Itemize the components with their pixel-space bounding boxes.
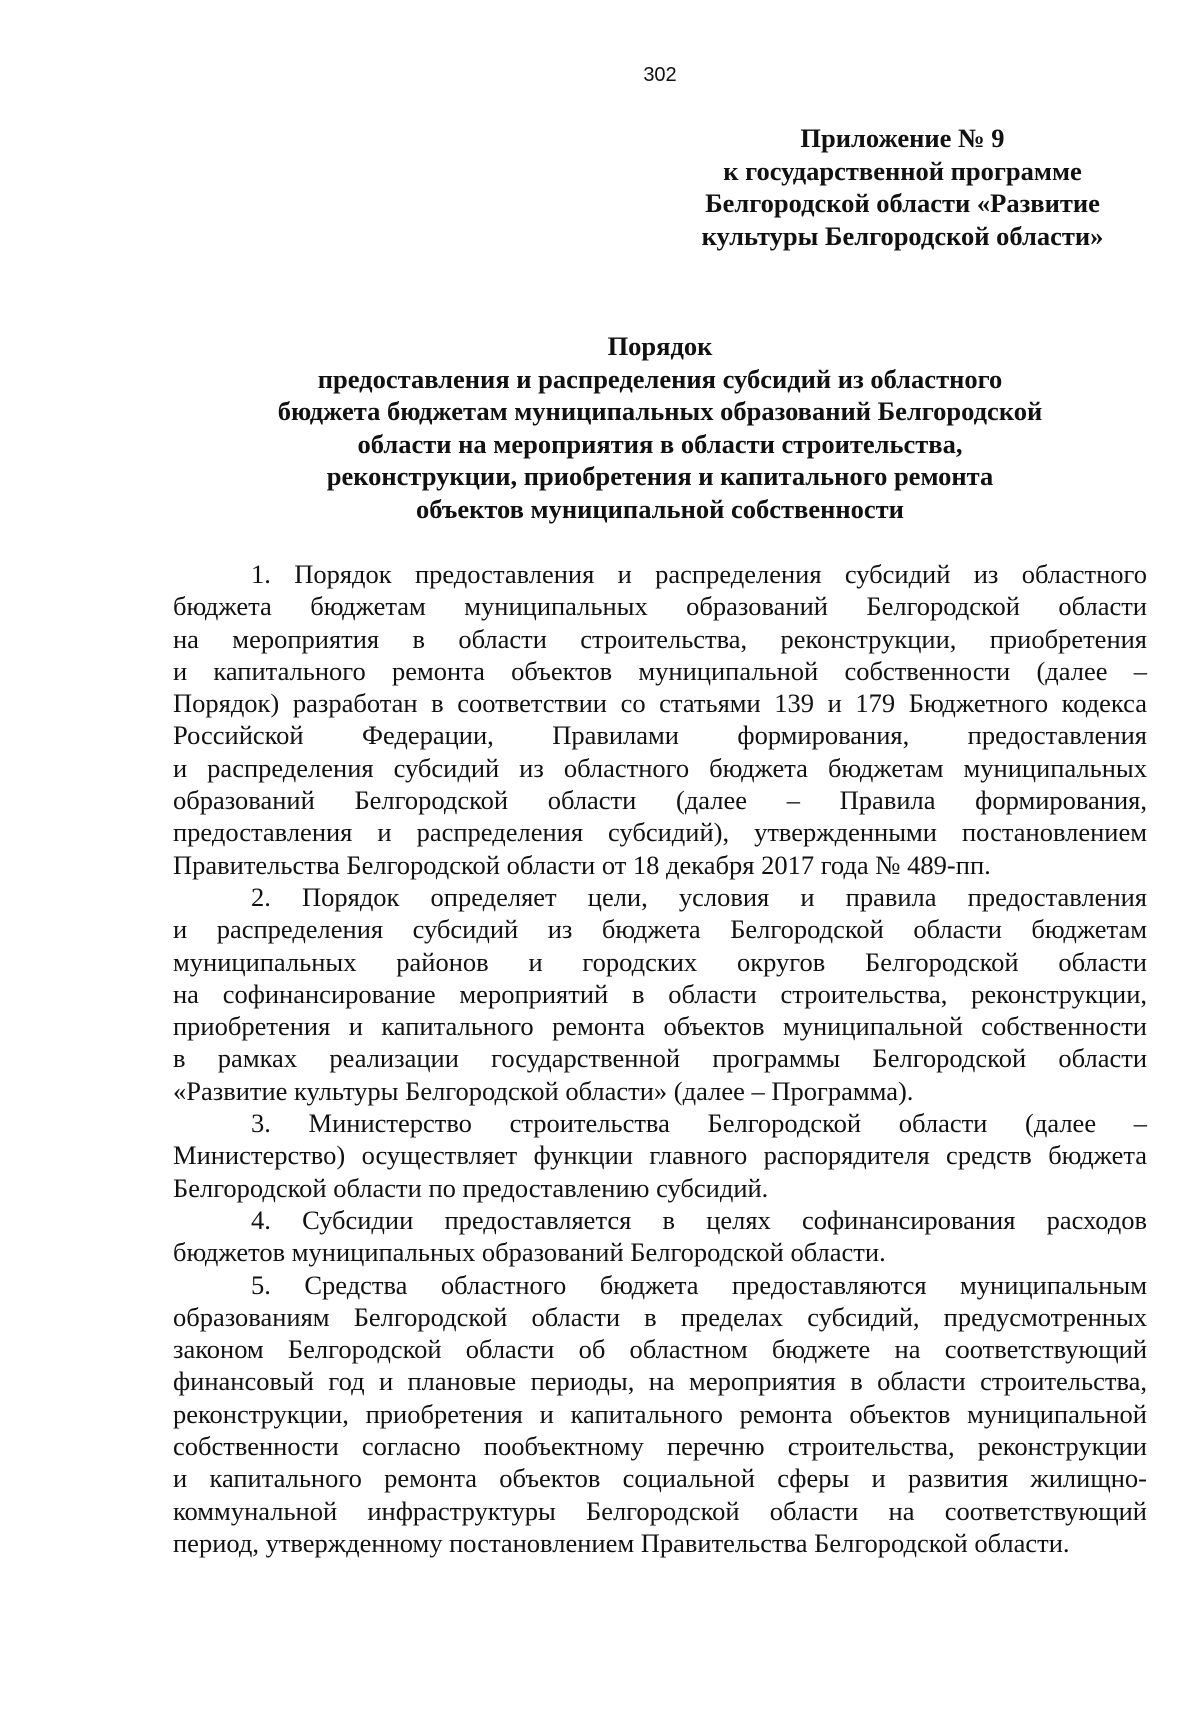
paragraph-line: Белгородской области по предоставлению субсидий. xyxy=(173,1172,769,1203)
paragraph-line: и распределения субсидий из областного бюджета бюджетам муниципальных xyxy=(173,752,1147,783)
paragraph-line: приобретения и капитального ремонта объектов муниципальной собственности xyxy=(173,1011,1147,1042)
paragraph-line: 1. Порядок предоставления и распределения субсидий из областного xyxy=(251,559,1147,589)
page-number: 302 xyxy=(643,64,677,86)
title-line: реконструкции, приобретения и капитального ремонта xyxy=(326,461,994,491)
paragraph-line: муниципальных районов и городских округов Белгородской области xyxy=(173,946,1147,977)
paragraph-line: предоставления и распределения субсидий), утвержденными постановлением xyxy=(173,817,1147,848)
paragraph-line: законом Белгородской области об областном бюджете на соответствующий xyxy=(173,1334,1147,1365)
paragraph-line: и распределения субсидий из бюджета Белгородской области бюджетам xyxy=(173,914,1147,945)
paragraph-line: 4. Субсидии предоставляется в целях софинансирования расходов xyxy=(251,1204,1147,1235)
paragraph-line: коммунальной инфраструктуры Белгородской области на соответствующий xyxy=(173,1495,1147,1526)
paragraph-line: Порядок) разработан в соответствии со статьями 139 и 179 Бюджетного кодекса xyxy=(173,688,1147,719)
paragraph-line: финансовый год и плановые периоды, на мероприятия в области строительства, xyxy=(173,1366,1147,1397)
paragraph-line: 3. Министерство строительства Белгородской области (далее – xyxy=(251,1108,1147,1139)
appendix-line: культуры Белгородской области» xyxy=(701,220,1104,251)
title-line: области на мероприятия в области строительства, xyxy=(357,428,963,459)
paragraph-line: реконструкции, приобретения и капитального ремонта объектов муниципальной xyxy=(173,1398,1147,1429)
document-body xyxy=(173,558,1147,1559)
paragraph-5 xyxy=(173,1269,1147,1560)
appendix-line: к государственной программе xyxy=(723,155,1082,186)
paragraph-line: образованиям Белгородской области в пределах субсидий, предусмотренных xyxy=(173,1301,1147,1332)
paragraph-2 xyxy=(173,881,1147,1107)
title-line: объектов муниципальной собственности xyxy=(416,493,904,524)
paragraph-line: на мероприятия в области строительства, реконструкции, приобретения xyxy=(173,623,1147,654)
paragraph-line: бюджетов муниципальных образований Белгородской области. xyxy=(173,1237,886,1268)
paragraph-line: бюджета бюджетам муниципальных образований Белгородской области xyxy=(173,591,1147,622)
paragraph-3 xyxy=(173,1107,1147,1204)
document-title xyxy=(170,330,1150,525)
paragraph-line: период, утвержденному постановлением Правительства Белгородской области. xyxy=(173,1527,1070,1558)
paragraph-line: образований Белгородской области (далее – Правила формирования, xyxy=(173,785,1147,816)
appendix-line: Белгородской области «Развитие xyxy=(705,188,1100,218)
paragraph-line: на софинансирование мероприятий в области строительства, реконструкции, xyxy=(173,978,1147,1009)
paragraph-line: Российской Федерации, Правилами формирования, предоставления xyxy=(173,720,1147,751)
paragraph-line: Правительства Белгородской области от 18 декабря 2017 года № 489-пп. xyxy=(173,849,991,880)
paragraph-line: «Развитие культуры Белгородской области» (далее – Программа). xyxy=(173,1075,914,1106)
paragraph-4 xyxy=(173,1204,1147,1269)
paragraph-line: и капитального ремонта объектов социальной сферы и развития жилищно- xyxy=(173,1463,1147,1494)
title-line: Порядок xyxy=(607,331,713,361)
title-line: бюджета бюджетам муниципальных образований Белгородской xyxy=(277,396,1043,426)
paragraph-line: собственности согласно пообъектному перечню строительства, реконструкции xyxy=(173,1431,1147,1462)
paragraph-line: в рамках реализации государственной программы Белгородской области xyxy=(173,1043,1147,1074)
paragraph-1 xyxy=(173,558,1147,881)
paragraph-line: 5. Средства областного бюджета предоставляются муниципальным xyxy=(251,1269,1147,1300)
appendix-line: Приложение № 9 xyxy=(800,123,1005,153)
paragraph-line: 2. Порядок определяет цели, условия и правила предоставления xyxy=(251,881,1147,912)
paragraph-line: и капитального ремонта объектов муниципальной собственности (далее – xyxy=(173,655,1147,686)
appendix-header xyxy=(660,122,1145,252)
paragraph-line: Министерство) осуществляет функции главного распорядителя средств бюджета xyxy=(173,1140,1147,1171)
title-line: предоставления и распределения субсидий из областного xyxy=(317,363,1003,394)
